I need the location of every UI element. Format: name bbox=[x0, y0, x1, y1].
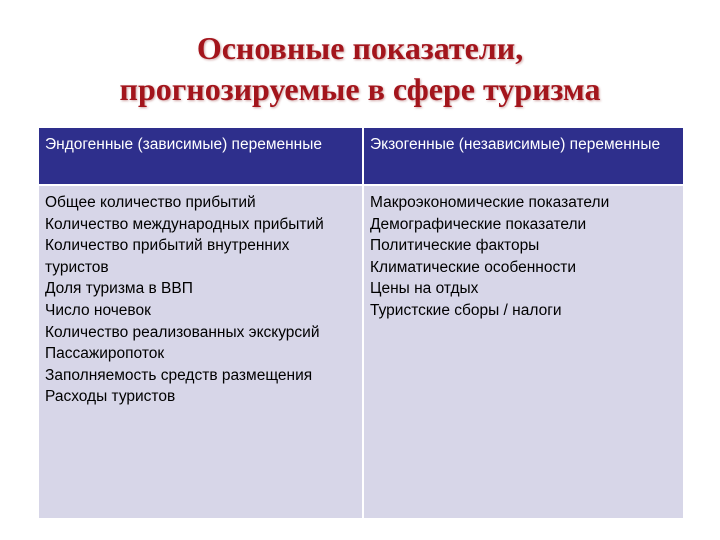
list-item: Климатические особенности bbox=[370, 258, 576, 276]
list-item: Доля туризма в ВВП bbox=[45, 280, 193, 298]
endogenous-list bbox=[38, 185, 363, 519]
list-item: Число ночевок bbox=[45, 301, 151, 319]
list-item: Количество реализованных экскурсий bbox=[45, 323, 320, 341]
list-item: Политические факторы bbox=[370, 237, 540, 255]
slide-title bbox=[0, 28, 720, 110]
indicators-table bbox=[37, 126, 685, 520]
header-exogenous: Экзогенные (независимые) переменные bbox=[363, 127, 684, 185]
header-endogenous: Эндогенные (зависимые) переменные bbox=[38, 127, 363, 185]
table-row bbox=[38, 185, 684, 519]
table-header-row bbox=[38, 127, 684, 185]
list-item: Макроэкономические показатели bbox=[370, 194, 610, 211]
list-item: Заполняемость средств размещения bbox=[45, 366, 313, 384]
list-item: Количество международных прибытий bbox=[45, 215, 324, 233]
list-item: Пассажиропоток bbox=[45, 345, 165, 363]
list-item: Цены на отдых bbox=[370, 280, 479, 298]
title-line-1: Основные показатели, bbox=[196, 30, 524, 66]
list-item: Расходы туристов bbox=[45, 388, 176, 406]
list-item: Общее количество прибытий bbox=[45, 194, 256, 211]
exogenous-list bbox=[363, 185, 684, 519]
list-item: Туристские сборы / налоги bbox=[370, 301, 562, 319]
list-item: Демографические показатели bbox=[370, 215, 587, 233]
title-line-2: прогнозируемые в сфере туризма bbox=[119, 71, 601, 107]
list-item: Количество прибытий внутренних туристов bbox=[45, 237, 290, 276]
